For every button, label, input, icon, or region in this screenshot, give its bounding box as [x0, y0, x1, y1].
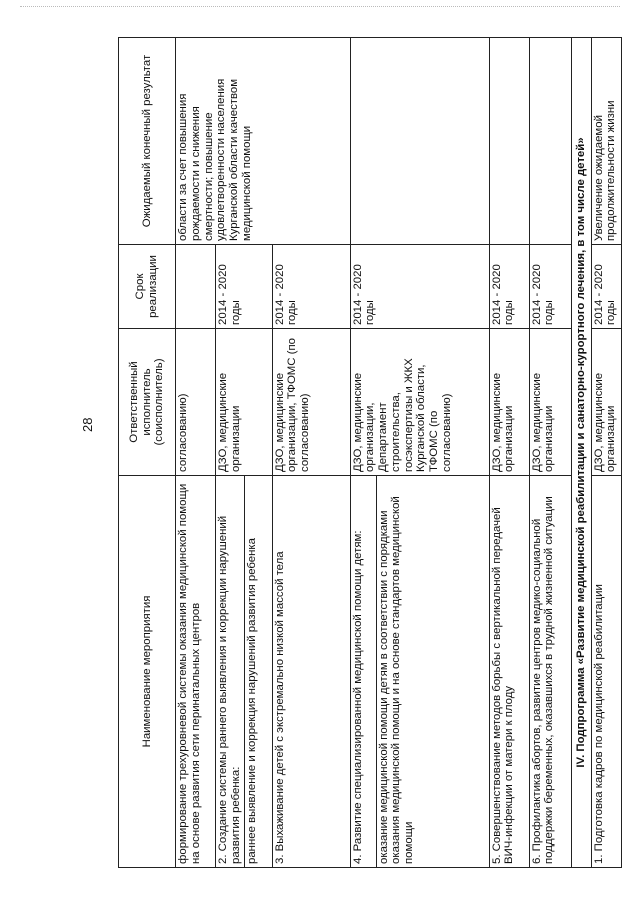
cell-term: 2014 - 2020 годы [529, 245, 571, 329]
header-result: Ожидаемый конечный результат [119, 38, 176, 245]
cell-name: 4. Развитие специализированной медицинской помощи детям: [350, 476, 376, 868]
cell-responsible: согласованию) [176, 329, 216, 476]
cell-term: 2014 - 2020 годы [216, 245, 273, 329]
cell-responsible: ДЗО, медицинские организации [489, 329, 529, 476]
measures-table [118, 37, 622, 868]
cell-term: 2014 - 2020 годы [272, 245, 350, 329]
cell-name: 6. Профилактика абортов, развитие центров медико-социальной поддержки беременных, оказавшихся в трудной жизненной ситуации [529, 476, 571, 868]
cell-responsible: ДЗО, медицинские организации, ТФОМС (по согласованию) [272, 329, 350, 476]
cell-responsible: ДЗО, медицинские организации, Департамент строительства, госэкспертизы и ЖКХ Курганской области, ТФОМС (по согласованию) [350, 329, 489, 476]
cell-responsible: ДЗО, медицинские организации [591, 329, 621, 476]
cell-term [176, 245, 216, 329]
table-header-row [119, 38, 176, 868]
cell-name: 5. Совершенствование методов борьбы с вертикальной передачей ВИЧ-инфекции от матери к плоду [489, 476, 529, 868]
section-row [571, 38, 591, 868]
header-term: Срок реализации [119, 245, 176, 329]
rotated-document [118, 38, 618, 868]
scan-top-edge [20, 6, 620, 13]
cell-name: 1. Подготовка кадров по медицинской реабилитации [591, 476, 621, 868]
cell-result [350, 38, 489, 245]
cell-name: 2. Создание системы раннего выявления и коррекции нарушений развития ребенка: [216, 476, 245, 868]
cell-name: оказание медицинской помощи детям в соответствии с порядками оказания медицинской помощи и на основе стандартов медицинской помощи [376, 476, 489, 868]
cell-term: 2014 - 2020 годы [350, 245, 489, 329]
cell-responsible: ДЗО, медицинские организации [216, 329, 273, 476]
cell-responsible: ДЗО, медицинские организации [529, 329, 571, 476]
cell-result: области за счет повышения рождаемости и снижения смертности; повышение удовлетворенности населения Курганской области качеством медицинской помощи [176, 38, 351, 245]
section-title: IV. Подпрограмма «Развитие медицинской реабилитации и санаторно-курортного лечения, в том числе детей» [571, 38, 591, 868]
cell-term: 2014 - 2020 годы [489, 245, 529, 329]
cell-result [529, 38, 571, 245]
cell-name: формирование трехуровневой системы оказания медицинской помощи на основе развития сети перинатальных центров [176, 476, 216, 868]
table-row [489, 38, 529, 868]
header-responsible: Ответственный исполнитель (соисполнитель) [119, 329, 176, 476]
table-row [176, 38, 216, 868]
cell-term: 2014 - 2020 годы [591, 245, 621, 329]
cell-result [489, 38, 529, 245]
header-name: Наименование мероприятия [119, 476, 176, 868]
cell-result: Увеличение ожидаемой продолжительности жизни [591, 38, 621, 245]
table-row [350, 38, 376, 868]
table-row [529, 38, 571, 868]
cell-name: раннее выявление и коррекция нарушений развития ребенка [244, 476, 272, 868]
page-number: 28 [80, 417, 95, 432]
table-row [591, 38, 621, 868]
cell-name: 3. Выхаживание детей с экстремально низкой массой тела [272, 476, 350, 868]
